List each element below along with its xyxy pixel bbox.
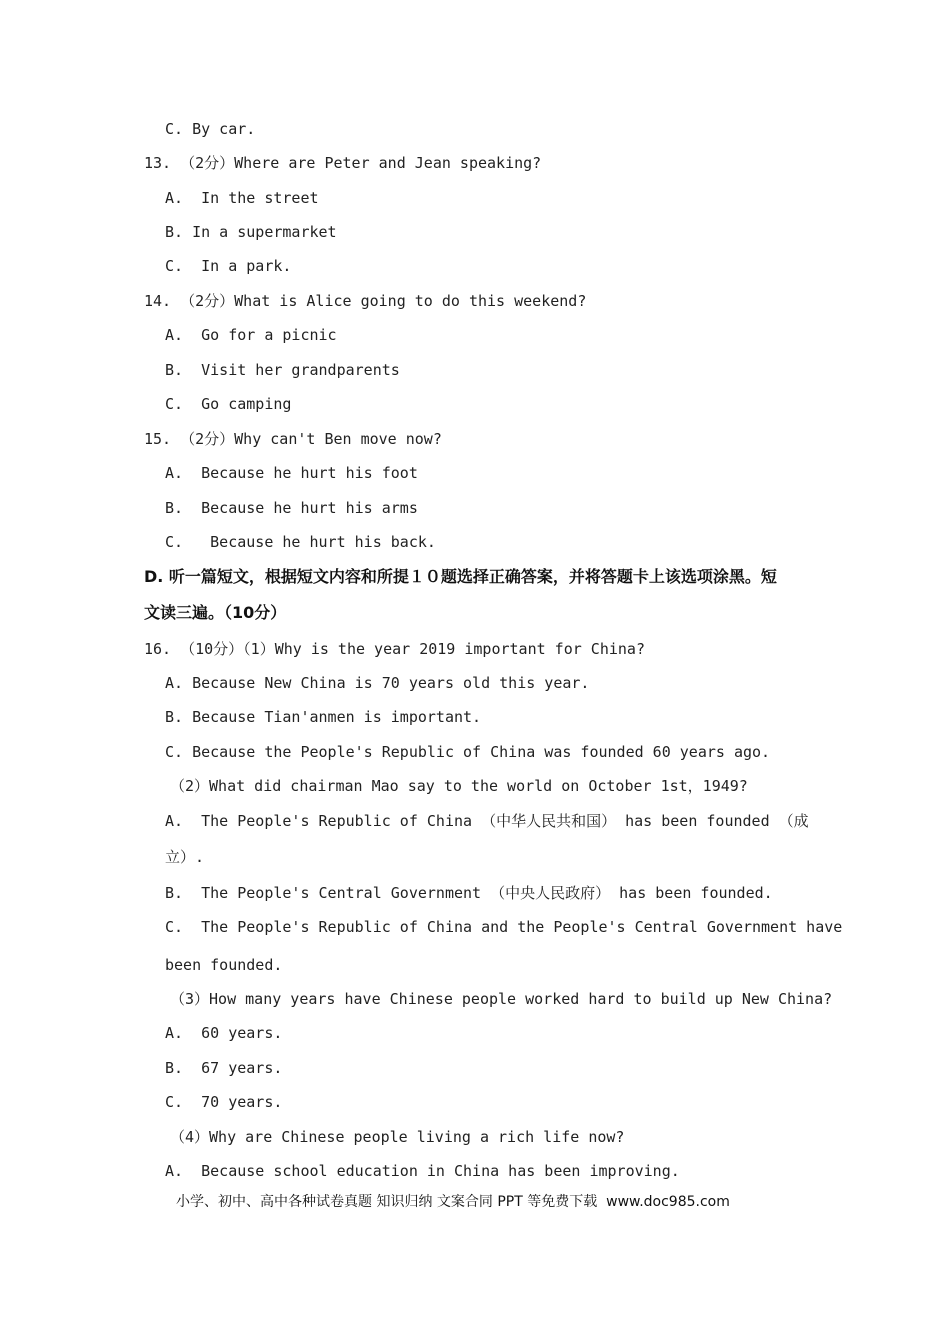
option-line-cont: 立）. bbox=[165, 848, 205, 866]
option-line: B. Visit her grandparents bbox=[165, 361, 400, 379]
option-line: A. Because school education in China has been improving. bbox=[165, 1162, 680, 1180]
section-d-heading: D. 听一篇短文，根据短文内容和所提１０题选择正确答案，并将答题卡上该选项涂黑。短 bbox=[144, 567, 777, 586]
option-line: C. By car. bbox=[165, 120, 256, 138]
option-line: C. Because the People's Republic of China was founded 60 years ago. bbox=[165, 743, 771, 761]
option-line: A. Because he hurt his foot bbox=[165, 464, 418, 482]
sub-question: （2）What did chairman Mao say to the world on October 1st，1949? bbox=[170, 777, 748, 795]
option-line: A. In the street bbox=[165, 189, 319, 207]
option-line-cont: been founded. bbox=[165, 956, 283, 974]
option-line: A. Go for a picnic bbox=[165, 326, 337, 344]
section-d-heading-cont: 文读三遍。（10分） bbox=[144, 603, 287, 622]
question-14: 14. （2分）What is Alice going to do this weekend? bbox=[144, 292, 587, 310]
option-line: B. Because he hurt his arms bbox=[165, 499, 418, 517]
question-16: 16. （10分）（1）Why is the year 2019 important for China? bbox=[144, 640, 645, 658]
option-line: C. Because he hurt his back. bbox=[165, 533, 436, 551]
option-line: A. Because New China is 70 years old this year. bbox=[165, 674, 590, 692]
option-line: C. 70 years. bbox=[165, 1093, 283, 1111]
sub-question: （3）How many years have Chinese people worked hard to build up New China? bbox=[170, 990, 833, 1008]
question-13: 13. （2分）Where are Peter and Jean speaking? bbox=[144, 154, 542, 172]
option-line: B. In a supermarket bbox=[165, 223, 337, 241]
page-footer: 小学、初中、高中各种试卷真题 知识归纳 文案合同 PPT 等免费下载 www.doc985.com bbox=[176, 1194, 730, 1210]
option-line: B. Because Tian'anmen is important. bbox=[165, 708, 482, 726]
option-line: C. In a park. bbox=[165, 257, 292, 275]
option-line: A. 60 years. bbox=[165, 1024, 283, 1042]
sub-question: （4）Why are Chinese people living a rich life now? bbox=[170, 1128, 625, 1146]
option-line: C. The People's Republic of China and the People's Central Government have bbox=[165, 918, 843, 936]
option-line: B. The People's Central Government （中央人民政府） has been founded. bbox=[165, 884, 773, 902]
option-line: A. The People's Republic of China （中华人民共和国） has been founded （成 bbox=[165, 812, 809, 830]
option-line: C. Go camping bbox=[165, 395, 292, 413]
question-15: 15. （2分）Why can't Ben move now? bbox=[144, 430, 442, 448]
option-line: B. 67 years. bbox=[165, 1059, 283, 1077]
